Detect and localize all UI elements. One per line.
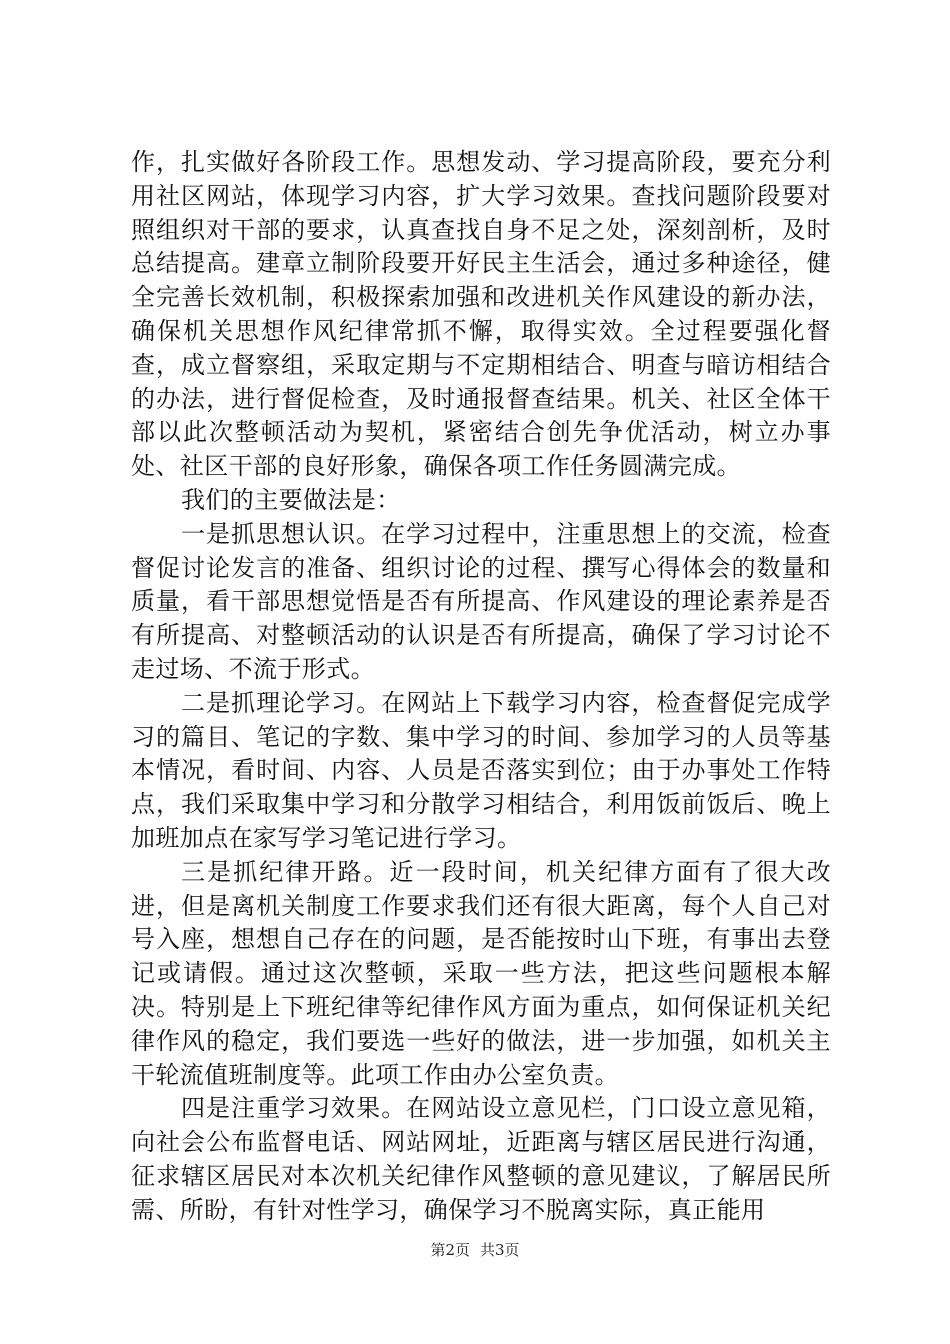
paragraph-point-3: 三是抓纪律开路。近一段时间，机关纪律方面有了很大改进，但是离机关制度工作要求我们还有很大距离，每个人自己对号入座，想想自己存在的问题，是否能按时山下班，有事出去登记或请假。通过这次整顿，采取一些方法，把这些问题根本解决。特别是上下班纪律等纪律作风方面为重点，如何保证机关纪律作风的稳定，我们要选一些好的做法，进一步加强，如机关主干轮流值班制度等。此项工作由办公室负责。 bbox=[131, 857, 831, 1089]
paragraph-continued: 作，扎实做好各阶段工作。思想发动、学习提高阶段，要充分利用社区网站，体现学习内容，扩大学习效果。查找问题阶段要对照组织对干部的要求，认真查找自身不足之处，深刻剖析，及时总结提高。建章立制阶段要开好民主生活会，通过多种途径，健全完善长效机制，积极探索加强和改进机关作风建设的新办法，确保机关思想作风纪律常抓不懈，取得实效。全过程要强化督查，成立督察组，采取定期与不定期相结合、明查与暗访相结合的办法，进行督促检查，及时通报督查结果。机关、社区全体干部以此次整顿活动为契机，紧密结合创先争优活动，树立办事处、社区干部的良好形象，确保各项工作任务圆满完成。 bbox=[131, 148, 831, 481]
page-footer bbox=[0, 1240, 950, 1260]
document-body bbox=[131, 146, 831, 1228]
paragraph-point-4: 四是注重学习效果。在网站设立意见栏，门口设立意见箱，向社会公布监督电话、网站网址，近距离与辖区居民进行沟通，征求辖区居民对本次机关纪律作风整顿的意见建议，了解居民所需、所盼，有针对性学习，确保学习不脱离实际，真正能用 bbox=[131, 1094, 831, 1224]
paragraph-point-2: 二是抓理论学习。在网站上下载学习内容，检查督促完成学习的篇目、笔记的字数、集中学习的时间、参加学习的人员等基本情况，看时间、内容、人员是否落实到位；由于办事处工作特点，我们采取集中学习和分散学习相结合，利用饭前饭后、晚上加班加点在家写学习笔记进行学习。 bbox=[131, 688, 831, 852]
paragraph-point-1: 一是抓思想认识。在学习过程中，注重思想上的交流，检查督促讨论发言的准备、组织讨论的过程、撰写心得体会的数量和质量，看干部思想觉悟是否有所提高、作风建设的理论素养是否有所提高、对整顿活动的认识是否有所提高，确保了学习讨论不走过场、不流于形式。 bbox=[131, 519, 831, 683]
total-pages: 共3页 bbox=[480, 1241, 520, 1259]
page-number: 第2页 bbox=[430, 1241, 470, 1259]
paragraph-intro: 我们的主要做法是： bbox=[181, 485, 401, 514]
